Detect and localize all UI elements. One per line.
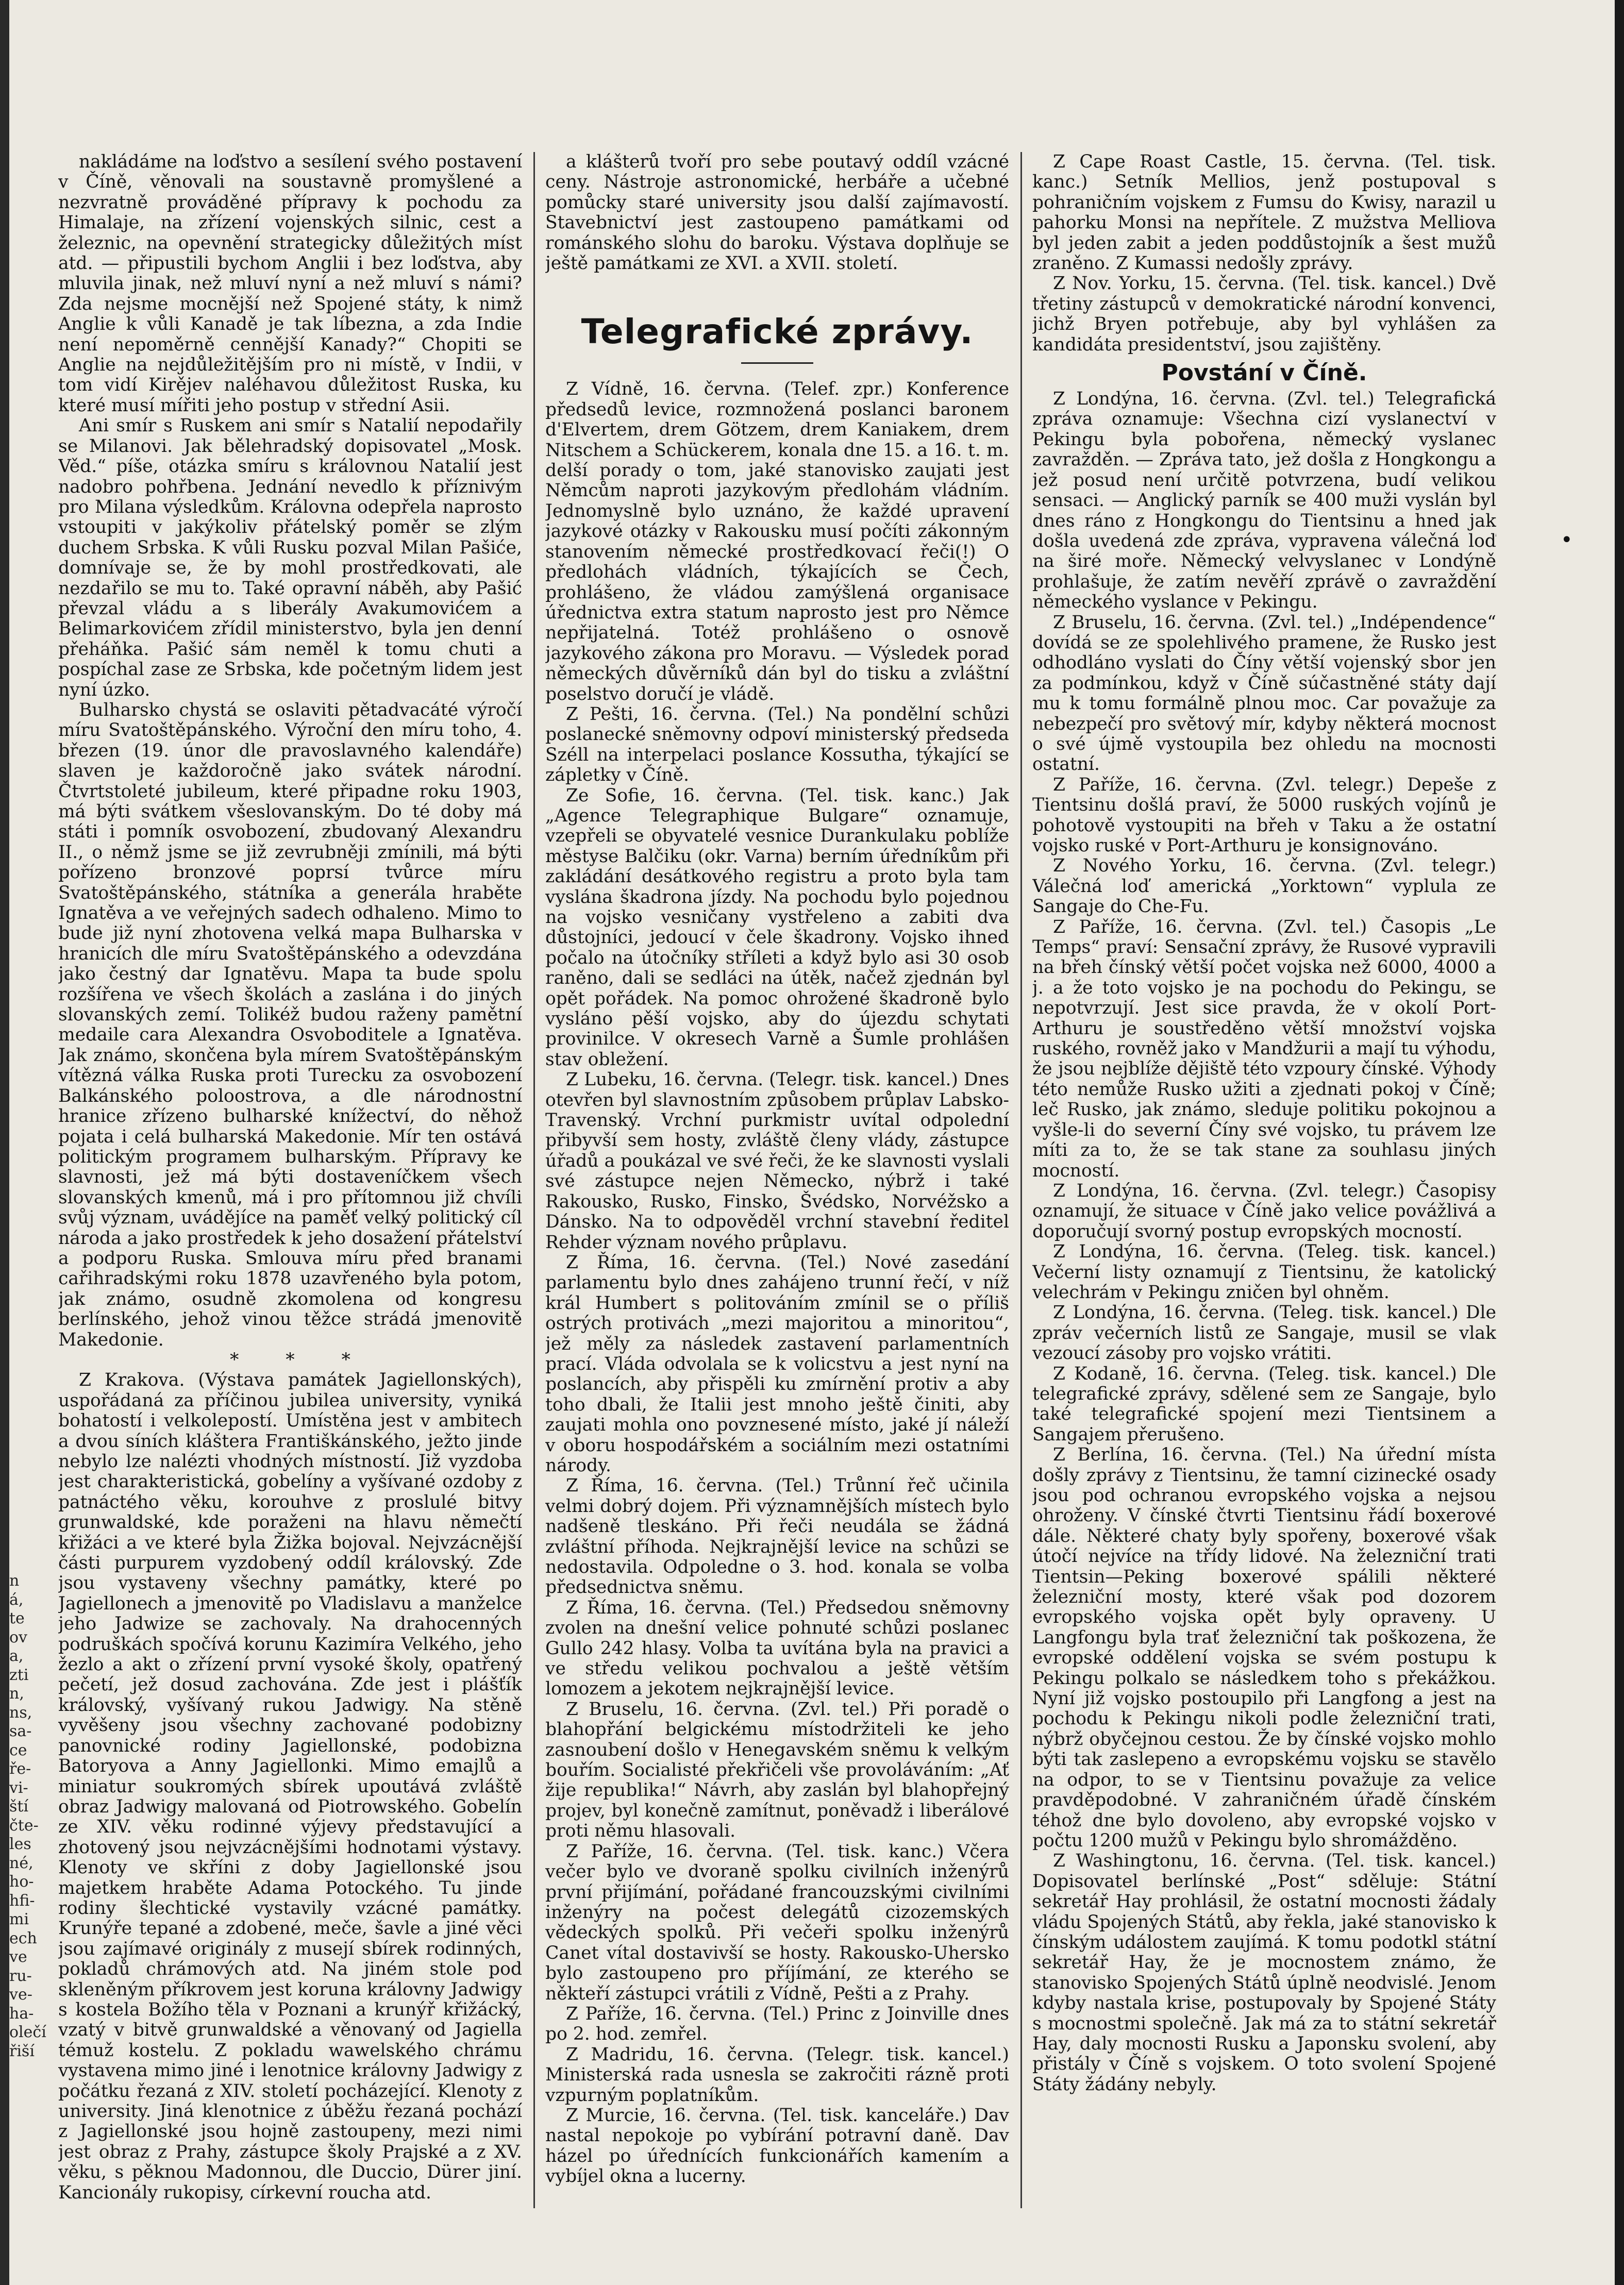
margin-fragment: a, <box>9 1647 24 1665</box>
column-rule <box>533 152 535 2208</box>
news-item: Z Londýna, 16. června. (Teleg. tisk. kancel.) Večerní listy oznamují z Tientsinu, že katolický velechrám v Pekingu zničen byl ohněm. <box>1032 1241 1496 1303</box>
news-item: Z Bruselu, 16. června. (Zvl. tel.) „Indépendence“ dovídá se ze spolehlivého pramene, že Rusko jest odhodláno vyslati do Číny větší vojenský sbor jen za podmínkou, když v Číně súčastněné státy dají mu k tomu formálně plnou moc. Car považuje za nebezpečí pro světový mír, kdyby některá mocnost o své újmě vystoupila bez ohledu na mocnosti ostatní. <box>1032 612 1496 775</box>
news-item: Z Murcie, 16. června. (Tel. tisk. kanceláře.) Dav nastal nepokoje po vybírání potravní daně. Dav házel po úřednících funkcionářích kamením a vybíjel okna a lucerny. <box>545 2105 1009 2187</box>
margin-fragment: ští <box>9 1797 29 1816</box>
news-item: Z Říma, 16. června. (Tel.) Nové zasedání parlamentu bylo dnes zahájeno trunní řečí, v níž král Humbert s politováním zmínil se o příliš ostrých protivách „mezi majoritou a minoritou“, jež měly za následek zastavení parlamentních prací. Vláda odvolala se k volicstvu a jest nyní na poslancích, aby přispěli ku zmírnění protiv a aby toho dbali, že Italii jest mnoho ještě činiti, aby zaujati mohla ono povznesené místo, jaké jí náleží v oboru hospodářském a sociálním mezi ostatními národy. <box>545 1252 1009 1476</box>
scan-dark-edge <box>0 0 9 2285</box>
news-item: Z Kodaně, 16. června. (Teleg. tisk. kancel.) Dle telegrafické zprávy, sdělené sem ze Sangaje, bylo také telegrafické spojení mezi Tientsinem a Sangajem přerušeno. <box>1032 1363 1496 1445</box>
news-item: Z Berlína, 16. června. (Tel.) Na úřední místa došly zprávy z Tientsinu, že tamní cizinecké osady jsou pod ochranou evropského vojska a nejsou ohroženy. V čínské čtvrti Tientsinu řádí boxerové dále. Některé chaty byly spořeny, boxerové však útočí nejvíce na třídy lidové. Na železniční trati Tientsin—Peking boxerové spálili některé železniční mosty, které však pod dozorem evropského vojska opět byly opraveny. U Langfongu byla trať železniční tak poškozena, že evropské oddělení vojska se svém postupu k Pekingu polkalo se následkem toho s překážkou. Nyní již vojsko postoupilo při Langfong a jest na pochodu k Pekingu nikoli podle železniční trati, nýbrž obyčejnou cestou. Že by čínské vojsko mohlo býti tak zaslepeno a evropskému vojsku se stavělo na odpor, to se v Tientsinu považuje za velice pravděpodobné. V zahraničném úřadě čínském téhož dne bylo dovoleno, aby evropské vojsko v počtu 1200 mužů v Pekingu bylo shromážděno. <box>1032 1444 1496 1851</box>
news-item: Z Nového Yorku, 16. června. (Zvl. telegr.) Válečná loď americká „Yorktown“ vyplula ze Sangaje do Che-Fu. <box>1032 855 1496 917</box>
margin-fragment: sa- <box>9 1722 32 1740</box>
margin-fragment: ve <box>9 1948 27 1966</box>
margin-fragment: olečí <box>9 2023 46 2041</box>
news-item: Z Vídně, 16. června. (Telef. zpr.) Konference předsedů levice, rozmnožená poslanci baronem d'Elvertem, drem Götzem, drem Kaniakem, drem Nitschem a Schückerem, konala dne 15. a 16. t. m. delší porady o tom, jaké stanovisko zaujati jest Němcům naproti jazykovým předlohám vládním. Jednomyslně bylo uznáno, že každé upravení jazykové otázky v Rakousku musí počíti zákonným stanovením německé prostředkovací řeči(!) O předlohách vládních, týkajících se Čech, prohlášeno, že vládou zamýšlená organisace úřednictva extra statum naprosto jest pro Němce nepřijatelná. Totéž prohlášeno o osnově jazykového zákona pro Moravu. — Výsledek porad německých důvěrníků dán byl do tisku a zvláštní poselstvo doručí je vládě. <box>545 379 1009 704</box>
news-item: Z Londýna, 16. června. (Zvl. tel.) Telegrafická zpráva oznamuje: Všechna cizí vyslanectví v Pekingu byla pobořena, německý vyslanec zavražděn. — Zpráva tato, jež došla z Hongkongu a jež posud není určitě potvrzena, budí velikou sensaci. — Anglický parník se 400 muži vyslán byl dnes ráno z Hongkongu do Tientsinu a hned jak došla uvedená zde zpráva, vypravena válečná loď na širé moře. Německý velvyslanec v Londýně prohlašuje, že zatím nevěří zprávě o zavraždění německého vyslance v Pekingu. <box>1032 389 1496 613</box>
news-item: Z Paříže, 16. června. (Tel. tisk. kanc.) Včera večer bylo ve dvoraně spolku civilních inženýrů první přijímání, pořádané francouzskými civilními inženýry na počest delegátů cizozemských vědeckých spolků. Při večeři spolku inženýrů Canet vítal dostavivší se hosty. Rakousko-Uhersko bylo zastoupeno pro příjímání, ze kterého se někteří zástupci vrátili z Vídně, Pešti a z Prahy. <box>545 1841 1009 2004</box>
margin-fragment: hfi- <box>9 1891 35 1910</box>
news-item: Z Paříže, 16. června. (Tel.) Princ z Joinville dnes po 2. hod. zemřel. <box>545 2003 1009 2045</box>
margin-fragment: ve- <box>9 1986 32 2004</box>
news-item: Z Washingtonu, 16. června. (Tel. tisk. kancel.) Dopisovatel berlínské „Post“ sděluje: Státní sekretář Hay prohlásil, že ostatní mocnosti žádaly vládu Spojených Států, aby řekla, jaké stanovisko k čínským událostem zaujímá. K tomu podotkl státní sekretář Hay, že je mocnostem známo, že stanovisko Spojených Států úplně neodvislé. Jenom kdyby nastala krise, postupovaly by Spojené Státy s mocnostmi společně. Jak má za to státní sekretář Hay, daly mocnosti Rusku a Japonsku svolení, aby přistály v Číně s vojskem. O toto svolení Spojené Státy žádány nebyly. <box>1032 1851 1496 2095</box>
news-item: Z Lubeku, 16. června. (Telegr. tisk. kancel.) Dnes otevřen byl slavnostním způsobem průplav Labsko-Travenský. Vrchní purkmistr uvítal odpolední přibyvší sem hosty, zvláště členy vlády, zástupce úřadů a poukázal ve své řeči, že ke slavnosti vyslali své zástupce nejen Německo, nýbrž i také Rakousko, Rusko, Finsko, Švédsko, Norvéžsko a Dánsko. Na to odpověděl vrchní stavební ředitel Rehder význam nového průplavu. <box>545 1069 1009 1253</box>
column-2 <box>545 152 1009 2208</box>
margin-fragment: mi <box>9 1910 29 1928</box>
margin-fragment: né, <box>9 1854 34 1872</box>
newspaper-page <box>9 0 1615 2285</box>
news-item: Z Londýna, 16. června. (Zvl. telegr.) Časopisy oznamují, že situace v Číně jako velice povážlivá a doporučují svorný postup evropských mocností. <box>1032 1180 1496 1242</box>
column-1 <box>58 152 522 2208</box>
section-headline <box>545 310 1009 364</box>
margin-fragment: ha- <box>9 2004 34 2023</box>
column-rule <box>1020 152 1022 2208</box>
margin-fragment: ce <box>9 1741 27 1759</box>
margin-fragment: ru- <box>9 1967 32 1985</box>
section-heading: Povstání v Číně. <box>1161 360 1367 387</box>
paragraph: Ani smír s Ruskem ani smír s Natalií nepodařily se Milanovi. Jak bělehradský dopisovatel „Mosk. Věd.“ píše, otázka smíru s královnou Natalií jest nadobro pohřbena. Jednání nevedlo k příznivým pro Milana výsledkům. Královna odepřela naprosto vstoupiti v jakýkoliv přátelský poměr se zlým duchem Srbska. K vůli Rusku pozval Milan Pašiće, domnívaje se, že by mohl prostředkovati, ale nezdařilo se mu to. Také opravní náběh, aby Pašić převzal vládu a s liberály Avakumovićem a Belimarkovićem zřídil ministerstvo, byla jen denní přeháňka. Pašić sám neměl k tomu chuti a pospíchal zase ze Srbska, kde početným lidem jest nyní úzko. <box>58 415 522 700</box>
margin-fragment: čte- <box>9 1816 39 1835</box>
news-item: Z Madridu, 16. června. (Telegr. tisk. kancel.) Ministerská rada usnesla se zakročiti rázně proti vzpurným poplatníkům. <box>545 2044 1009 2106</box>
headline-text: Telegrafické zprávy. <box>581 312 974 352</box>
print-mark: • <box>1561 528 1573 552</box>
news-item: Ze Sofie, 16. června. (Tel. tisk. kanc.) Jak „Agence Telegraphique Bulgare“ oznamuje, vzepřeli se obyvatelé vesnice Durankulaku poblíže městyse Balčiku (okr. Varna) berním úředníkům při zakládání desátkového registru a proto byla tam vyslána škadrona jízdy. Na pochodu bylo pojednou na vojsko vesničany vystřeleno a zabiti dva důstojníci, jedoucí v čele škadrony. Vojsko ihned počalo na útočníky stříleti a když bylo asi 30 osob raněno, dali se sedláci na útěk, načež zjednán byl opět pořádek. Na pomoc ohrožené škadroně bylo vysláno pěší vojsko, aby do újezdu schytati provinilce. V okresech Varně a Šumle prohlášen stav obležení. <box>545 785 1009 1070</box>
column-3 <box>1032 152 1496 2208</box>
margin-fragment: n <box>9 1572 20 1590</box>
margin-fragment: ov <box>9 1628 28 1646</box>
news-item: Z Bruselu, 16. června. (Zvl. tel.) Při poradě o blahopřání belgickému místodržiteli ke jeho zasnoubení došlo v Henegavském sněmu k velkým bouřím. Socialisté překřičeli vše provoláváním: „Ať žije republika!“ Návrh, aby zaslán byl blahopřejný projev, byl konečně zamítnut, poněvadž i liberálové proti němu hlasovali. <box>545 1699 1009 1842</box>
headline-underline <box>741 362 813 364</box>
paragraph: a klášterů tvoří pro sebe poutavý oddíl vzácné ceny. Nástroje astronomické, herbáře a učebné pomůcky staré university jsou další zajímavostí. Stavebnictví jest zastoupeno památkami od románského slohu do baroku. Výstava doplňuje se ještě památkami ze XVI. a XVII. století. <box>545 152 1009 274</box>
margin-fragment: ech <box>9 1929 37 1947</box>
margin-fragment: řiší <box>9 2042 35 2060</box>
news-item: Z Nov. Yorku, 15. června. (Tel. tisk. kancel.) Dvě třetiny zástupců v demokratické národní konvenci, jichž Bryen potřebuje, aby byl vyhlášen za kandidáta presidentství, jsou zajištěny. <box>1032 273 1496 355</box>
news-item: Z Pešti, 16. června. (Tel.) Na pondělní schůzi poslanecké sněmovny odpoví ministerský předseda Széll na interpelaci poslance Kossutha, týkající se zápletky v Číně. <box>545 703 1009 786</box>
margin-fragment: te <box>9 1609 25 1627</box>
news-item: Z Londýna, 16. června. (Teleg. tisk. kancel.) Dle zpráv večerních listů ze Sangaje, musil se vlak vezoucí zásoby pro vojsko vrátiti. <box>1032 1302 1496 1364</box>
news-item: Z Paříže, 16. června. (Zvl. tel.) Časopis „Le Temps“ praví: Sensační zprávy, že Rusové vypravili na břeh čínský větší počet vojska než 6000, 4000 a j. a že toto vojsko je na pochodu do Pekingu, se nepotvrzují. Jest sice pravda, že v okolí Port-Arthuru je soustředěno větší množství vojska ruského, rovněž jako v Mandžurii a mají tu výhodu, že jsou nejblíže dějiště této vzpoury čínské. Výhody této nemůže Rusko užiti a zjednati pokoj v Číně; leč Rusko, jak známo, sleduje politiku pokojnou a vyšle-li do severní Číny své vojsko, tu právem lze míti za to, že se tak stane za souhlasu jiných mocností. <box>1032 916 1496 1181</box>
news-item: Z Cape Roast Castle, 15. června. (Tel. tisk. kanc.) Setník Mellios, jenž postupoval s pohraničním vojskem z Fumsu do Kwisy, narazil u pahorku Monsi na nepřítele. Z mužstva Melliova byl jeden zabit a jeden poddůstojník a šest mužů zraněno. Z Kumassi nedošly zprávy. <box>1032 152 1496 274</box>
news-item: Z Paříže, 16. června. (Zvl. telegr.) Depeše z Tientsinu došlá praví, že 5000 ruských vojínů je pohotově vystoupiti na břeh v Taku a že ostatní vojsko ruské v Port-Arthuru je konsignováno. <box>1032 774 1496 856</box>
margin-fragment: ře- <box>9 1760 31 1778</box>
paragraph: Bulharsko chystá se oslaviti pětadvacáté výročí míru Svatoštěpánského. Výroční den míru toho, 4. březen (19. únor dle pravoslavného kalendáře) slaven je každoročně jako svátek národní. Čtvrtstoleté jubileum, které připadne roku 1903, má býti svátkem všeslovanským. Do té doby má státi i pomník osvobození, zbudovaný Alexandru II., o němž jsme se již zevrubněji zmínili, má býti pořízeno bronzové poprsí tvůrce míru Svatoštěpánského, státníka a generála hraběte Ignatěva a ve veřejných sadech odhaleno. Mimo to bude již nyní zhotovena velká mapa Bulharska v hranicích dle míru Svatoštěpánského a odevzdána jako čestný dar Ignatěvu. Mapa ta bude spolu rozšířena ve všech školách a zaslána i do jiných slovanských zemí. Tolikéž budou raženy pamětní medaile cara Alexandra Osvoboditele a Ignatěva. Jak známo, skončena byla mírem Svatoštěpánským vítězná válka Ruska proti Turecku za osvobození Balkánského poloostrova, a dle národnostní hranice zřízeno bulharské knížectví, do něhož pojata i celá bulharská Makedonie. Mír ten ostává politickým programem bulharským. Přípravy ke slavnosti, jež má býti dostaveníčkem všech slovanských kmenů, má i pro přítomnou již chvíli svůj význam, uvádějíce na paměť velký politický cíl národa a jako prostředek k jeho dosažení přátelství a podporu Ruska. Smlouva míru před branami cařihradskými roku 1878 uzavřeného byla potom, jak známo, osudně zkomolena od kongresu berlínského, jehož vinou těžce strádá jmenovitě Makedonie. <box>58 699 522 1350</box>
margin-fragment: ns, <box>9 1703 32 1722</box>
margin-fragment: zti <box>9 1666 29 1684</box>
left-margin-fragments <box>9 1572 45 2061</box>
margin-fragment: á, <box>9 1590 24 1609</box>
margin-fragment: vi- <box>9 1778 28 1797</box>
paragraph: nakládáme na loďstvo a sesílení svého postavení v Číně, věnovali na soustavně promyšlené a nezvratně prováděné přípravy k pochodu za Himalaje, na zřízení vojenských silnic, cest a železnic, na opevnění strategicky důležitých míst atd. — připustili bychom Anglii i bez loďstva, aby mluvila jinak, než mluví nyní a než mluví s námi? Zda nejsme mocnější než Spojené státy, k nimž Anglie k vůli Kanadě je tak líbezna, a zda Indie není nepoměrně cennější Kanady?“ Chopiti se Anglie na nejdůležitějším pro ni místě, v Indii, v tom vidí Kirějev naléhavou důležitost Ruska, ku které musí mířiti jeho postup v střední Asii. <box>58 152 522 416</box>
margin-fragment: n, <box>9 1685 24 1703</box>
news-item: Z Říma, 16. června. (Tel.) Trůnní řeč učinila velmi dobrý dojem. Při významnějších místech bylo nadšeně tleskáno. Při řeči neudála se žádná zvláštní příhoda. Nejkrajnější levice na schůzi se nedostavila. Odpoledne o 3. hod. konala se volba předsednictva sněmu. <box>545 1475 1009 1598</box>
margin-fragment: ho- <box>9 1873 34 1891</box>
news-item: Z Říma, 16. června. (Tel.) Předsedou sněmovny zvolen na dnešní velice pohnuté schůzi poslanec Gullo 242 hlasy. Volba ta uvítána byla na pravici a ve středu velikou pochvalou a ještě větším lomozem a jekotem nejkrajnější levice. <box>545 1597 1009 1700</box>
margin-fragment: les <box>9 1835 31 1853</box>
paragraph: Z Krakova. (Výstava památek Jagiellonských), uspořádaná za příčinou jubilea university, vyniká bohatostí i velkolepostí. Umístěna jest v ambitech a dvou síních kláštera Františkánského, ježto jinde nebylo lze nalézti vhodných místností. Již vyzdoba jest charakteristická, gobelíny a vyšívané ozdoby z patnáctého věku, korouhve z proslulé bitvy grunwaldské, kde poraženi na hlavu němečtí křižáci a ve které byla Žižka bojoval. Nejvzácnější části purpurem vyzdobený oddíl královský. Zde jsou vystaveny všechny památky, které po Jagiellonech a jmenovitě po Vladislavu a manželce jeho Jadwize se zachovaly. Na drahocenných podruškách spočívá korunu Kazimíra Velkého, jeho žezlo a akt o zřízení první vysoké školy, opatřený pečetí, jež dosud zachována. Zde jest i plášťík královský, vyšívaný rukou Jadwigy. Na stěně vyvěšeny jsou všechny zachované podobizny panovnické rodiny Jagiellonské, podobizna Batoryova a Anny Jagiellonki. Mimo emajlů a miniatur soukromých sbírek upoutává zvláště obraz Jadwigy malovaná od Piotrowského. Gobelín ze XIV. věku rodinné výjevy představující a zhotovený jsou nejvzácnějšími hodnotami výstavy. Klenoty ve skříni z doby Jagiellonské jsou majetkem hraběte Adama Potockého. Tu jinde rodiny šlechtické vystavily vzácné památky. Krunýře tepané a zdobené, meče, šavle a jiné věci jsou zajímavé originály z musejí sbírek rodinných, pokladů chrámových atd. Na jiném stole pod skleněným příkrovem jest koruna královny Jadwigy s kostela Božího těla v Poznani a krunýř křižácký, vzatý v bitvě grunwaldské a věnovaný od Jagiella témuž kostelu. Z pokladu wawelského chrámu vystavena mimo jiné i lenotnice královny Jadwigy z počátku řezaná z XIV. století pocházející. Klenoty z university. Jiná klenotnice z úběžu řezaná pochází z Jagiellonské jsou hojně zastoupeny, mezi nimi jest obraz z Prahy, zástupce školy Prajské a z XV. věku, s pěknou Madonnou, dle Duccio, Dürer jiní. Kancionály rukopisy, církevní roucha atd. <box>58 1370 522 2203</box>
article-columns <box>58 152 1543 2208</box>
section-divider-stars: * * * <box>230 1349 371 1370</box>
